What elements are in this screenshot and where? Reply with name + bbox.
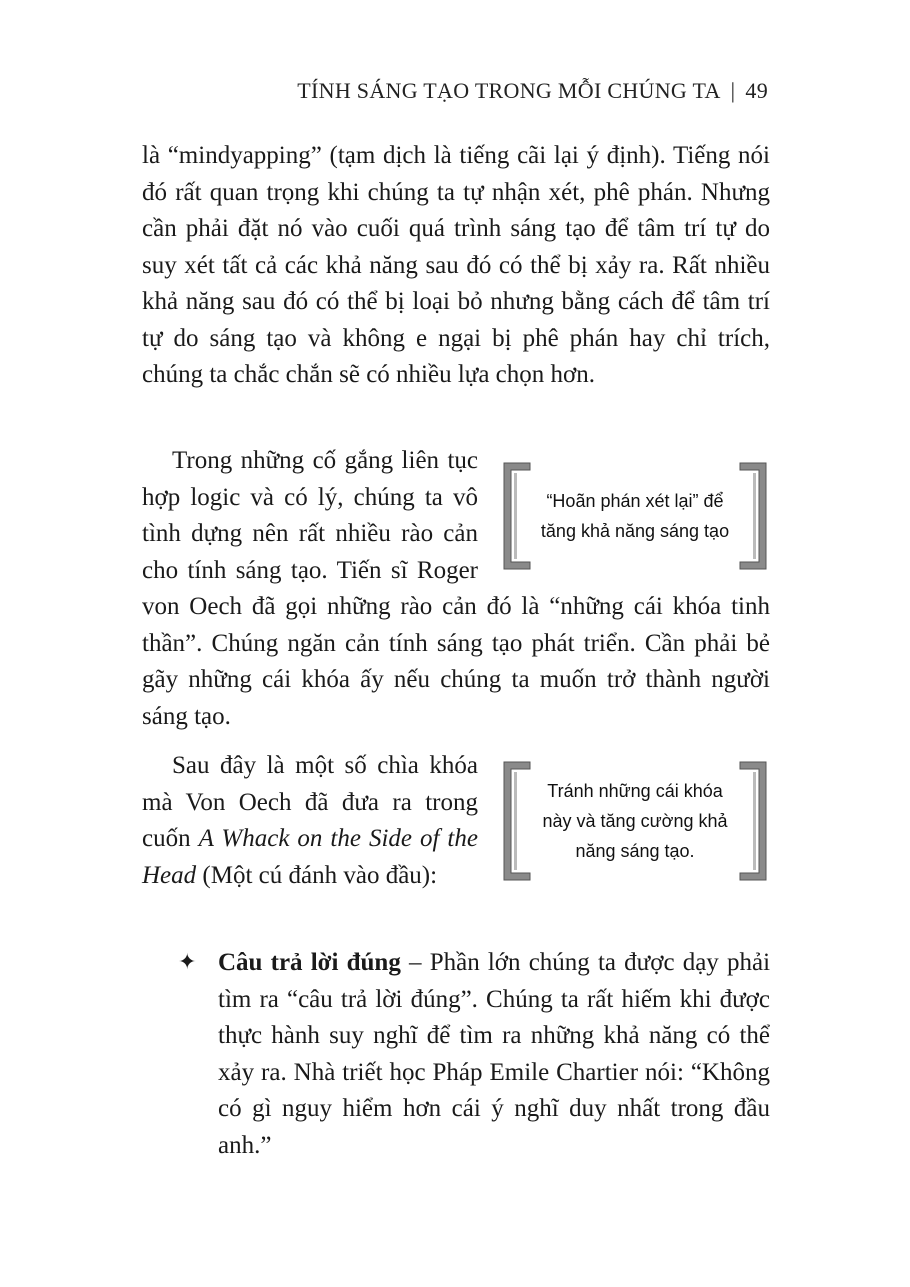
right-bracket-ornament [738,461,770,571]
paragraph-2-text: Trong những cố gắng liên tục hợp logic và có lý, chúng ta vô tình dựng nên rất nhiều rào cản cho tính sáng tạo. Tiến sĩ Roger von Oech đã gọi những rào cản đó là “những cái khóa tinh thần”. Chúng ngăn cản tính sáng tạo phát triển. Cần phải bẻ gãy những cái khóa ấy nếu chúng ta muốn trở thành người sáng tạo. [142,447,770,730]
paragraph-1 [142,138,770,394]
pull-quote-1-text: “Hoãn phán xét lại” để tăng khả năng sáng tạo [540,491,730,541]
left-bracket-ornament [500,461,532,571]
pull-quote-2 [500,760,770,882]
list-item-text: Phần lớn chúng ta được dạy phải tìm ra “câu trả lời đúng”. Chúng ta rất hiếm khi được thực hành suy nghĩ để tìm ra những khả năng có thể xảy ra. Nhà triết học Pháp Emile Chartier nói: “Không có gì nguy hiểm hơn cái ý nghĩ duy nhất trong đầu anh.” [218,949,771,1159]
paragraph-2 [142,443,770,735]
right-bracket-ornament [738,760,770,882]
list-item-dash: – [400,949,430,976]
list-item-term: Câu trả lời đúng [218,949,401,976]
key-list [178,945,770,1164]
page-number: 49 [745,78,768,103]
running-title: TÍNH SÁNG TẠO TRONG MỖI CHÚNG TA [297,78,721,103]
paragraph-3-text: Sau đây là một số chìa khóa mà Von Oech đã đưa ra trong cuốn [142,752,478,852]
pull-quote-2-text: Tránh những cái khóa này và tăng cường khả năng sáng tạo. [542,781,728,861]
header-separator: | [730,78,736,103]
left-bracket-ornament [500,760,532,882]
running-header [297,78,768,104]
paragraph-3-tail: (Một cú đánh vào đầu): [196,861,438,889]
paragraph-1-text: là “mindyapping” (tạm dịch là tiếng cãi lại ý định). Tiếng nói đó rất quan trọng khi chúng ta tự nhận xét, phê phán. Nhưng cần phải đặt nó vào cuối quá trình sáng tạo để tâm trí tự do suy xét tất cả các khả năng sau đó có thể bị xảy ra. Rất nhiều khả năng sau đó có thể bị loại bỏ nhưng bằng cách để tâm trí tự do sáng tạo và không e ngại bị phê phán hay chỉ trích, chúng ta chắc chắn sẽ có nhiều lựa chọn hơn. [142,142,770,388]
four-point-star-icon: ✦ [178,950,197,975]
pull-quote-1 [500,461,770,571]
paragraph-3 [142,748,770,894]
list-item [178,945,770,1164]
book-title: A Whack on the Side of the Head [142,825,478,889]
